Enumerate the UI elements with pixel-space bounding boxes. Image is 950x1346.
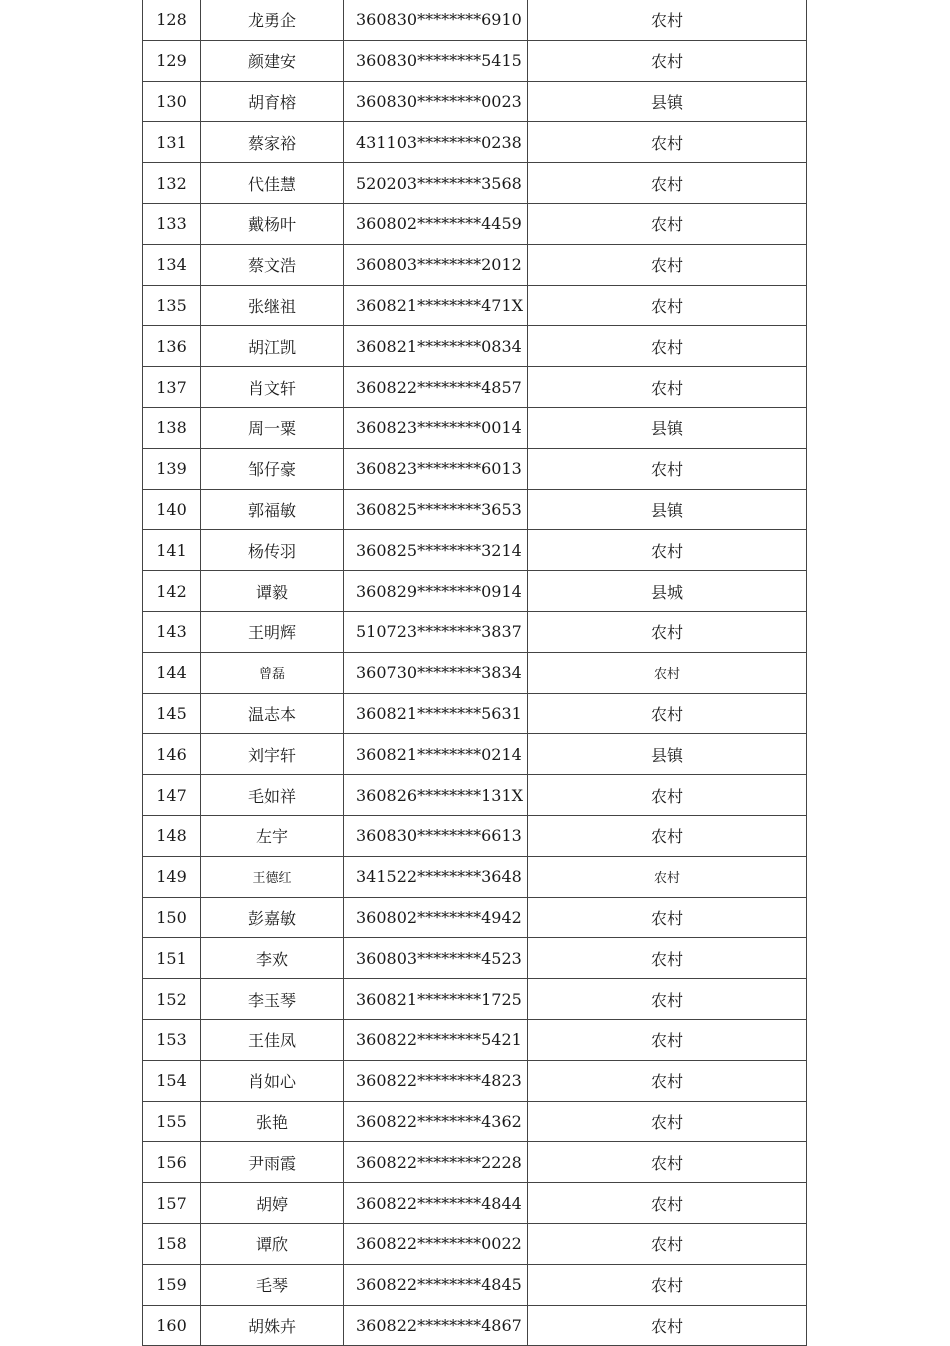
area-type-cell: 农村 [528, 0, 807, 40]
table-row [143, 815, 807, 856]
name-cell: 左宇 [201, 815, 344, 856]
name-cell: 龙勇企 [201, 0, 344, 40]
name-cell: 彭嘉敏 [201, 897, 344, 938]
id-number-cell: 360822********5421 [344, 1019, 528, 1060]
row-number-cell: 141 [143, 530, 201, 571]
area-type-cell: 农村 [528, 1060, 807, 1101]
name-cell: 蔡文浩 [201, 244, 344, 285]
roster-table-container [142, 0, 807, 1346]
area-type-cell: 县镇 [528, 489, 807, 530]
id-number-cell: 360821********1725 [344, 979, 528, 1020]
area-type-cell: 农村 [528, 1305, 807, 1346]
area-type-cell: 农村 [528, 1019, 807, 1060]
id-number-cell: 360822********2228 [344, 1142, 528, 1183]
area-type-cell: 农村 [528, 203, 807, 244]
table-row [143, 1019, 807, 1060]
table-row [143, 1101, 807, 1142]
name-cell: 代佳慧 [201, 163, 344, 204]
table-row [143, 1264, 807, 1305]
name-cell: 王德红 [201, 856, 344, 897]
table-row [143, 407, 807, 448]
id-number-cell: 360830********6910 [344, 0, 528, 40]
table-row [143, 856, 807, 897]
id-number-cell: 341522********3648 [344, 856, 528, 897]
id-number-cell: 520203********3568 [344, 163, 528, 204]
id-number-cell: 360821********0834 [344, 326, 528, 367]
table-row [143, 1183, 807, 1224]
row-number-cell: 154 [143, 1060, 201, 1101]
area-type-cell: 农村 [528, 1264, 807, 1305]
id-number-cell: 360802********4942 [344, 897, 528, 938]
name-cell: 谭毅 [201, 571, 344, 612]
id-number-cell: 360822********4845 [344, 1264, 528, 1305]
row-number-cell: 135 [143, 285, 201, 326]
area-type-cell: 农村 [528, 122, 807, 163]
row-number-cell: 138 [143, 407, 201, 448]
name-cell: 张继祖 [201, 285, 344, 326]
id-number-cell: 360821********5631 [344, 693, 528, 734]
table-row [143, 285, 807, 326]
name-cell: 肖文轩 [201, 367, 344, 408]
area-type-cell: 农村 [528, 448, 807, 489]
id-number-cell: 360823********0014 [344, 407, 528, 448]
id-number-cell: 431103********0238 [344, 122, 528, 163]
table-row [143, 571, 807, 612]
name-cell: 杨传羽 [201, 530, 344, 571]
name-cell: 颜建安 [201, 40, 344, 81]
table-row [143, 367, 807, 408]
id-number-cell: 360822********4362 [344, 1101, 528, 1142]
id-number-cell: 510723********3837 [344, 611, 528, 652]
row-number-cell: 151 [143, 938, 201, 979]
name-cell: 毛如祥 [201, 775, 344, 816]
row-number-cell: 129 [143, 40, 201, 81]
row-number-cell: 139 [143, 448, 201, 489]
id-number-cell: 360826********131X [344, 775, 528, 816]
id-number-cell: 360822********4857 [344, 367, 528, 408]
name-cell: 尹雨霞 [201, 1142, 344, 1183]
table-row [143, 734, 807, 775]
area-type-cell: 农村 [528, 40, 807, 81]
row-number-cell: 134 [143, 244, 201, 285]
table-row [143, 1060, 807, 1101]
table-row [143, 1142, 807, 1183]
name-cell: 肖如心 [201, 1060, 344, 1101]
row-number-cell: 152 [143, 979, 201, 1020]
row-number-cell: 147 [143, 775, 201, 816]
area-type-cell: 县镇 [528, 734, 807, 775]
area-type-cell: 农村 [528, 856, 807, 897]
id-number-cell: 360822********4823 [344, 1060, 528, 1101]
name-cell: 胡婷 [201, 1183, 344, 1224]
name-cell: 李欢 [201, 938, 344, 979]
id-number-cell: 360830********6613 [344, 815, 528, 856]
table-row [143, 40, 807, 81]
table-row [143, 652, 807, 693]
name-cell: 温志本 [201, 693, 344, 734]
row-number-cell: 132 [143, 163, 201, 204]
row-number-cell: 159 [143, 1264, 201, 1305]
id-number-cell: 360822********4844 [344, 1183, 528, 1224]
table-row [143, 122, 807, 163]
area-type-cell: 农村 [528, 1183, 807, 1224]
name-cell: 王明辉 [201, 611, 344, 652]
table-row [143, 1223, 807, 1264]
row-number-cell: 149 [143, 856, 201, 897]
area-type-cell: 县城 [528, 571, 807, 612]
table-row [143, 1305, 807, 1346]
table-row [143, 0, 807, 40]
area-type-cell: 农村 [528, 897, 807, 938]
table-row [143, 203, 807, 244]
row-number-cell: 145 [143, 693, 201, 734]
name-cell: 胡江凯 [201, 326, 344, 367]
area-type-cell: 县镇 [528, 407, 807, 448]
table-row [143, 530, 807, 571]
name-cell: 谭欣 [201, 1223, 344, 1264]
table-row [143, 489, 807, 530]
row-number-cell: 133 [143, 203, 201, 244]
row-number-cell: 150 [143, 897, 201, 938]
row-number-cell: 137 [143, 367, 201, 408]
name-cell: 邹仔豪 [201, 448, 344, 489]
name-cell: 刘宇轩 [201, 734, 344, 775]
row-number-cell: 144 [143, 652, 201, 693]
name-cell: 戴杨叶 [201, 203, 344, 244]
id-number-cell: 360829********0914 [344, 571, 528, 612]
table-row [143, 611, 807, 652]
area-type-cell: 农村 [528, 163, 807, 204]
row-number-cell: 155 [143, 1101, 201, 1142]
area-type-cell: 农村 [528, 1142, 807, 1183]
id-number-cell: 360821********471X [344, 285, 528, 326]
table-row [143, 897, 807, 938]
area-type-cell: 农村 [528, 1101, 807, 1142]
name-cell: 王佳凤 [201, 1019, 344, 1060]
name-cell: 曾磊 [201, 652, 344, 693]
table-row [143, 979, 807, 1020]
row-number-cell: 157 [143, 1183, 201, 1224]
table-row [143, 326, 807, 367]
row-number-cell: 153 [143, 1019, 201, 1060]
id-number-cell: 360830********0023 [344, 81, 528, 122]
row-number-cell: 143 [143, 611, 201, 652]
name-cell: 张艳 [201, 1101, 344, 1142]
table-row [143, 163, 807, 204]
name-cell: 蔡家裕 [201, 122, 344, 163]
area-type-cell: 农村 [528, 775, 807, 816]
id-number-cell: 360830********5415 [344, 40, 528, 81]
row-number-cell: 142 [143, 571, 201, 612]
roster-table-body [143, 0, 807, 1346]
table-row [143, 775, 807, 816]
id-number-cell: 360822********0022 [344, 1223, 528, 1264]
name-cell: 李玉琴 [201, 979, 344, 1020]
row-number-cell: 140 [143, 489, 201, 530]
area-type-cell: 农村 [528, 815, 807, 856]
id-number-cell: 360803********4523 [344, 938, 528, 979]
name-cell: 毛琴 [201, 1264, 344, 1305]
area-type-cell: 农村 [528, 652, 807, 693]
area-type-cell: 农村 [528, 530, 807, 571]
id-number-cell: 360803********2012 [344, 244, 528, 285]
roster-table [142, 0, 807, 1346]
id-number-cell: 360825********3214 [344, 530, 528, 571]
id-number-cell: 360730********3834 [344, 652, 528, 693]
area-type-cell: 农村 [528, 285, 807, 326]
area-type-cell: 农村 [528, 693, 807, 734]
row-number-cell: 131 [143, 122, 201, 163]
name-cell: 胡育榕 [201, 81, 344, 122]
area-type-cell: 农村 [528, 611, 807, 652]
area-type-cell: 县镇 [528, 81, 807, 122]
table-row [143, 448, 807, 489]
table-row [143, 81, 807, 122]
row-number-cell: 130 [143, 81, 201, 122]
area-type-cell: 农村 [528, 244, 807, 285]
name-cell: 郭福敏 [201, 489, 344, 530]
table-row [143, 938, 807, 979]
area-type-cell: 农村 [528, 938, 807, 979]
row-number-cell: 146 [143, 734, 201, 775]
id-number-cell: 360822********4867 [344, 1305, 528, 1346]
area-type-cell: 农村 [528, 367, 807, 408]
row-number-cell: 136 [143, 326, 201, 367]
table-row [143, 693, 807, 734]
row-number-cell: 158 [143, 1223, 201, 1264]
area-type-cell: 农村 [528, 979, 807, 1020]
name-cell: 胡姝卉 [201, 1305, 344, 1346]
area-type-cell: 农村 [528, 326, 807, 367]
name-cell: 周一粟 [201, 407, 344, 448]
row-number-cell: 128 [143, 0, 201, 40]
id-number-cell: 360825********3653 [344, 489, 528, 530]
area-type-cell: 农村 [528, 1223, 807, 1264]
row-number-cell: 156 [143, 1142, 201, 1183]
id-number-cell: 360823********6013 [344, 448, 528, 489]
row-number-cell: 148 [143, 815, 201, 856]
id-number-cell: 360821********0214 [344, 734, 528, 775]
id-number-cell: 360802********4459 [344, 203, 528, 244]
row-number-cell: 160 [143, 1305, 201, 1346]
table-row [143, 244, 807, 285]
